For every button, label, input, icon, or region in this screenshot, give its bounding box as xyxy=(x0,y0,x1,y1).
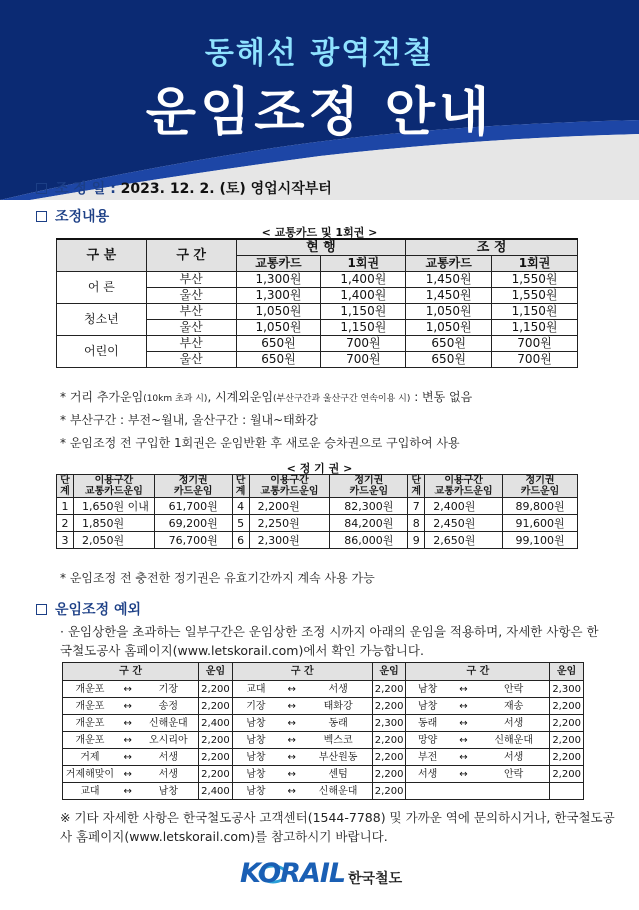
exception-to: 기장 xyxy=(139,681,199,698)
fare-new-single: 1,150원 xyxy=(492,304,578,320)
pass-header-range: 이용구간 교통카드운임 xyxy=(249,475,330,498)
exception-fare: 2,200 xyxy=(550,698,584,715)
exception-from: 남창 xyxy=(406,698,449,715)
exception-to: 안락 xyxy=(478,766,550,783)
fare-header-card: 교통카드 xyxy=(406,256,492,272)
pass-fare: 91,600원 xyxy=(503,515,578,532)
pass-row xyxy=(57,498,578,515)
pass-step: 1 xyxy=(57,498,74,515)
fare-current-single: 1,400원 xyxy=(321,288,406,304)
exception-arrow: ↔ xyxy=(279,732,304,749)
fare-section: 부산 xyxy=(146,336,236,352)
exception-from: 교대 xyxy=(232,681,279,698)
pass-row xyxy=(57,532,578,549)
note-pass: * 운임조정 전 충전한 정기권은 유효기간까지 계속 사용 가능 xyxy=(60,571,375,585)
fare-new-card: 1,450원 xyxy=(406,272,492,288)
exception-to: 신해운대 xyxy=(139,715,199,732)
pass-header-range: 이용구간 교통카드운임 xyxy=(73,475,154,498)
fare-new-card: 650원 xyxy=(406,336,492,352)
exception-fare: 2,200 xyxy=(550,766,584,783)
exception-header-fare: 운임 xyxy=(199,663,233,681)
exception-fare: 2,200 xyxy=(372,783,406,800)
fare-new-single: 1,150원 xyxy=(492,320,578,336)
footer-note: ※ 기타 자세한 사항은 한국철도공사 고객센터(1544-7788) 및 가까운 역에 문의하시거나, 한국철도공사 홈페이지(www.letskorail.com)를 참고하시기 바랍니다. xyxy=(60,810,615,844)
table2-caption: < 정 기 권 > xyxy=(286,462,353,475)
exception-fare: 2,200 xyxy=(550,732,584,749)
header-subtitle: 동해선 광역전철 xyxy=(204,36,435,71)
exception-to: 벡스코 xyxy=(304,732,372,749)
exception-fare: 2,200 xyxy=(372,698,406,715)
exception-to: 태화강 xyxy=(304,698,372,715)
exception-to: 안락 xyxy=(478,681,550,698)
pass-range: 2,450원 xyxy=(425,515,503,532)
exception-to: 센텀 xyxy=(304,766,372,783)
exception-from: 개운포 xyxy=(63,681,117,698)
exception-row xyxy=(63,749,584,766)
exception-from: 남창 xyxy=(406,681,449,698)
pass-fare: 86,000원 xyxy=(330,532,408,549)
korail-brand: KORAIL xyxy=(240,858,346,889)
exception-to: 동래 xyxy=(304,715,372,732)
exception-from: 부전 xyxy=(406,749,449,766)
exception-fare: 2,200 xyxy=(372,766,406,783)
fare-group-name: 어린이 xyxy=(57,336,147,368)
exception-to: 서생 xyxy=(304,681,372,698)
exception-arrow: ↔ xyxy=(449,732,478,749)
fare-current-single: 1,150원 xyxy=(321,304,406,320)
exception-fare: 2,200 xyxy=(199,749,233,766)
exception-arrow: ↔ xyxy=(117,749,139,766)
pass-range: 2,050원 xyxy=(73,532,154,549)
pass-row xyxy=(57,515,578,532)
exception-from: 개운포 xyxy=(63,715,117,732)
fare-current-single: 700원 xyxy=(321,336,406,352)
pass-table xyxy=(56,474,578,549)
fare-current-single: 1,400원 xyxy=(321,272,406,288)
fare-section: 울산 xyxy=(146,288,236,304)
pass-step: 3 xyxy=(57,532,74,549)
exception-fare: 2,300 xyxy=(550,681,584,698)
pass-range: 2,250원 xyxy=(249,515,330,532)
section-exception xyxy=(36,599,141,619)
fare-table xyxy=(56,238,578,368)
exception-to: 서생 xyxy=(139,749,199,766)
pass-step: 8 xyxy=(408,515,425,532)
exception-fare: 2,200 xyxy=(199,698,233,715)
fare-row xyxy=(57,304,578,320)
pass-range: 1,650원 이내 xyxy=(73,498,154,515)
section-adjustment xyxy=(36,206,109,226)
fare-current-card: 650원 xyxy=(236,352,321,368)
note-text: , 시계외운임 xyxy=(207,390,274,404)
fare-current-single: 1,150원 xyxy=(321,320,406,336)
exception-fare: 2,200 xyxy=(199,766,233,783)
checkbox-square-icon xyxy=(36,211,47,222)
checkbox-square-icon xyxy=(36,183,47,194)
effective-label: 조 정 일 : xyxy=(55,181,116,197)
exception-arrow: ↔ xyxy=(449,766,478,783)
exception-header-section: 구 간 xyxy=(406,663,550,681)
fare-section: 부산 xyxy=(146,304,236,320)
fare-group-name: 어 른 xyxy=(57,272,147,304)
fare-new-card: 1,450원 xyxy=(406,288,492,304)
fare-header-section: 구 간 xyxy=(146,239,236,272)
exception-arrow: ↔ xyxy=(279,749,304,766)
pass-fare: 82,300원 xyxy=(330,498,408,515)
exception-arrow: ↔ xyxy=(449,715,478,732)
pass-fare: 69,200원 xyxy=(154,515,232,532)
exception-fare: 2,200 xyxy=(550,715,584,732)
exception-fare: 2,400 xyxy=(199,783,233,800)
exception-fare: 2,200 xyxy=(550,749,584,766)
exception-fare: 2,300 xyxy=(372,715,406,732)
exception-arrow: ↔ xyxy=(449,681,478,698)
fare-current-card: 1,050원 xyxy=(236,320,321,336)
fare-current-card: 1,300원 xyxy=(236,288,321,304)
fare-header-single: 1회권 xyxy=(492,256,578,272)
fare-header-group: 구 분 xyxy=(57,239,147,272)
pass-step: 7 xyxy=(408,498,425,515)
exception-row xyxy=(63,698,584,715)
fare-header-adjusted: 조 정 xyxy=(406,239,578,256)
exception-fare: 2,200 xyxy=(199,732,233,749)
exception-from: 남창 xyxy=(232,732,279,749)
fare-group-name: 청소년 xyxy=(57,304,147,336)
exception-arrow: ↔ xyxy=(279,681,304,698)
exception-arrow: ↔ xyxy=(117,698,139,715)
note-small: (부산구간과 울산구간 연속이용 시) xyxy=(273,394,411,404)
exception-to: 남창 xyxy=(139,783,199,800)
exception-to: 송정 xyxy=(139,698,199,715)
pass-header-fare: 정기권 카드운임 xyxy=(154,475,232,498)
exception-to: 신해운대 xyxy=(478,732,550,749)
exception-row xyxy=(63,766,584,783)
table1-caption: < 교통카드 및 1회권 > xyxy=(261,226,378,239)
exception-from: 개운포 xyxy=(63,698,117,715)
exception-arrow: ↔ xyxy=(279,783,304,800)
pass-step: 9 xyxy=(408,532,425,549)
exception-from: 망양 xyxy=(406,732,449,749)
fare-header-current: 현 행 xyxy=(236,239,406,256)
exception-row xyxy=(63,783,584,800)
pass-header-fare: 정기권 카드운임 xyxy=(503,475,578,498)
exception-arrow: ↔ xyxy=(117,732,139,749)
korail-name: 한국철도 xyxy=(348,871,403,887)
note-text: * 거리 추가운임 xyxy=(60,390,144,404)
pass-header-range: 이용구간 교통카드운임 xyxy=(425,475,503,498)
pass-fare: 61,700원 xyxy=(154,498,232,515)
exception-header-section: 구 간 xyxy=(63,663,199,681)
pass-step: 2 xyxy=(57,515,74,532)
exception-arrow: ↔ xyxy=(279,698,304,715)
pass-fare: 99,100원 xyxy=(503,532,578,549)
fare-row xyxy=(57,272,578,288)
effective-date-line xyxy=(36,178,332,198)
note-single-ticket: * 운임조정 전 구입한 1회권은 운임반환 후 새로운 승차권으로 구입하여 사용 xyxy=(60,436,460,450)
pass-range: 2,650원 xyxy=(425,532,503,549)
fare-header-single: 1회권 xyxy=(321,256,406,272)
exception-to: 재송 xyxy=(478,698,550,715)
exception-arrow: ↔ xyxy=(117,715,139,732)
exception-from: 남창 xyxy=(232,715,279,732)
exception-to: 부산원동 xyxy=(304,749,372,766)
fare-section: 부산 xyxy=(146,272,236,288)
exception-from: 남창 xyxy=(232,749,279,766)
fare-new-single: 1,550원 xyxy=(492,288,578,304)
exception-arrow: ↔ xyxy=(449,749,478,766)
note-distance xyxy=(60,388,472,405)
fare-new-single: 700원 xyxy=(492,336,578,352)
exception-fare xyxy=(550,783,584,800)
exception-header-fare: 운임 xyxy=(550,663,584,681)
fare-new-single: 700원 xyxy=(492,352,578,368)
exception-header-section: 구 간 xyxy=(232,663,372,681)
pass-range: 2,300원 xyxy=(249,532,330,549)
fare-new-card: 1,050원 xyxy=(406,304,492,320)
section-exception-title: 운임조정 예외 xyxy=(55,602,142,618)
pass-range: 2,400원 xyxy=(425,498,503,515)
pass-header-step: 단 계 xyxy=(57,475,74,498)
exception-from: 남창 xyxy=(232,783,279,800)
exception-to: 서생 xyxy=(139,766,199,783)
note-small: (10km 초과 시) xyxy=(143,394,208,404)
fare-new-single: 1,550원 xyxy=(492,272,578,288)
exception-to: 서생 xyxy=(478,749,550,766)
exception-row xyxy=(63,681,584,698)
fare-current-card: 1,300원 xyxy=(236,272,321,288)
exception-from: 개운포 xyxy=(63,732,117,749)
pass-range: 2,200원 xyxy=(249,498,330,515)
exception-to: 신해운대 xyxy=(304,783,372,800)
pass-fare: 84,200원 xyxy=(330,515,408,532)
pass-header-step: 단 계 xyxy=(408,475,425,498)
exception-to: 오시리아 xyxy=(139,732,199,749)
exception-arrow xyxy=(449,783,478,800)
checkbox-square-icon xyxy=(36,604,47,615)
exception-arrow: ↔ xyxy=(279,715,304,732)
fare-current-card: 650원 xyxy=(236,336,321,352)
fare-current-card: 1,050원 xyxy=(236,304,321,320)
exception-arrow: ↔ xyxy=(279,766,304,783)
exception-fare: 2,400 xyxy=(199,715,233,732)
fare-section: 울산 xyxy=(146,352,236,368)
fare-current-single: 700원 xyxy=(321,352,406,368)
note-sections: * 부산구간 : 부전~월내, 울산구간 : 월내~태화강 xyxy=(60,413,318,427)
effective-date: 2023. 12. 2. (토) 영업시작부터 xyxy=(120,181,332,197)
fare-new-card: 650원 xyxy=(406,352,492,368)
exception-arrow: ↔ xyxy=(117,681,139,698)
pass-range: 1,850원 xyxy=(73,515,154,532)
exception-arrow: ↔ xyxy=(117,783,139,800)
exception-row xyxy=(63,732,584,749)
exception-fare: 2,200 xyxy=(372,732,406,749)
exception-from: 남창 xyxy=(232,766,279,783)
fare-row xyxy=(57,336,578,352)
pass-step: 4 xyxy=(232,498,249,515)
pass-fare: 89,800원 xyxy=(503,498,578,515)
pass-header-step: 단 계 xyxy=(232,475,249,498)
exception-header-fare: 운임 xyxy=(372,663,406,681)
pass-step: 6 xyxy=(232,532,249,549)
header-title: 운임조정 안내 xyxy=(145,83,494,143)
note-text: : 변동 없음 xyxy=(410,390,473,404)
exception-to: 서생 xyxy=(478,715,550,732)
exception-from: 기장 xyxy=(232,698,279,715)
exception-arrow: ↔ xyxy=(449,698,478,715)
fare-header-card: 교통카드 xyxy=(236,256,321,272)
exception-from: 서생 xyxy=(406,766,449,783)
header-banner xyxy=(0,0,639,200)
exception-from: 거제해맞이 xyxy=(63,766,117,783)
section-adjustment-title: 조정내용 xyxy=(55,209,110,225)
pass-header-fare: 정기권 카드운임 xyxy=(330,475,408,498)
exception-from: 거제 xyxy=(63,749,117,766)
exception-fare: 2,200 xyxy=(199,681,233,698)
exception-description: · 운임상한을 초과하는 일부구간은 운임상한 조정 시까지 아래의 운임을 적용하며, 자세한 사항은 한국철도공사 홈페이지(www.letskorail.com)에서 확인 가능합니다. xyxy=(60,624,599,658)
exception-to xyxy=(478,783,550,800)
pass-fare: 76,700원 xyxy=(154,532,232,549)
exception-from xyxy=(406,783,449,800)
exception-arrow: ↔ xyxy=(117,766,139,783)
exception-fare: 2,200 xyxy=(372,681,406,698)
exception-from: 교대 xyxy=(63,783,117,800)
pass-step: 5 xyxy=(232,515,249,532)
fare-section: 울산 xyxy=(146,320,236,336)
korail-logo xyxy=(236,858,416,892)
exception-table xyxy=(62,662,584,800)
fare-new-card: 1,050원 xyxy=(406,320,492,336)
exception-row xyxy=(63,715,584,732)
exception-fare: 2,200 xyxy=(372,749,406,766)
exception-from: 동래 xyxy=(406,715,449,732)
